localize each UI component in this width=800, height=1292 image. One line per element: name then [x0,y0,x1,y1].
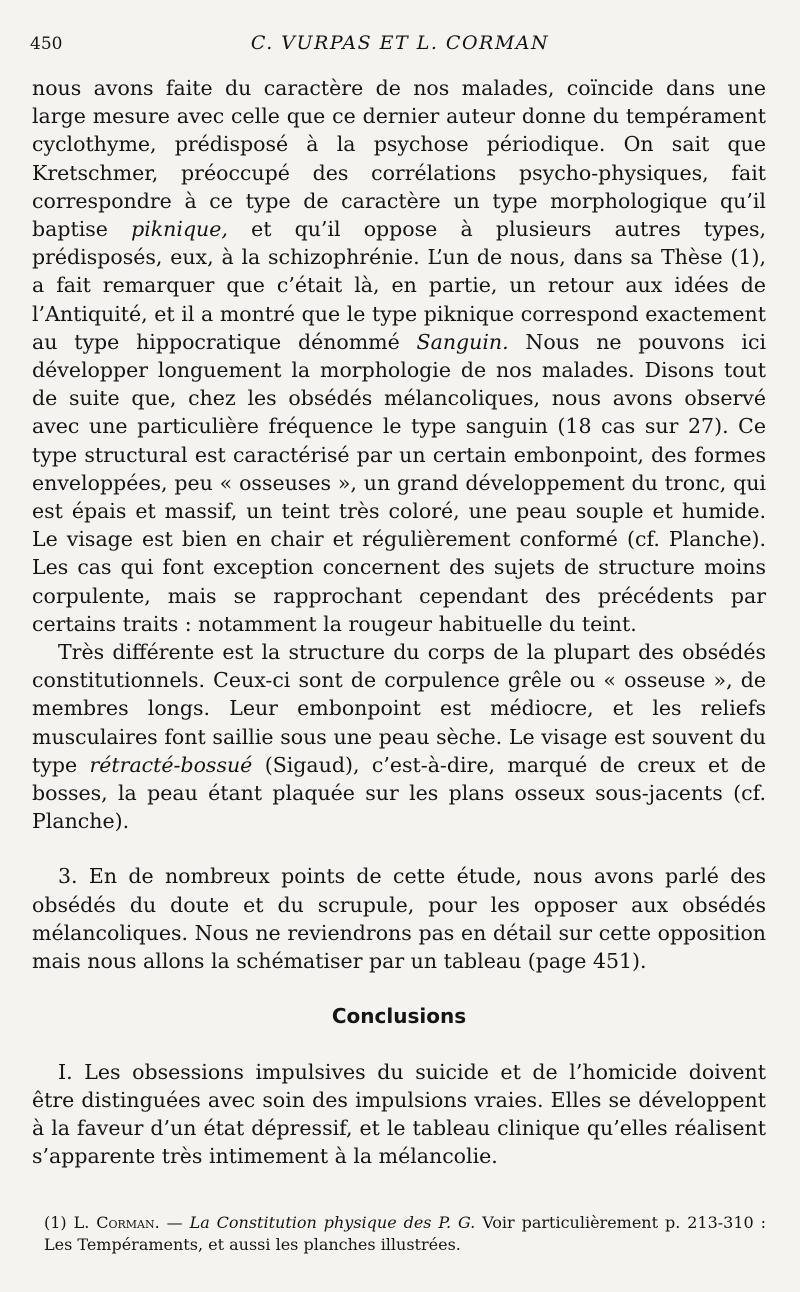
text-run: I. Les obsessions impulsives du suicide et de l’homicide doivent être distinguées avec soin des impulsions vraies. Elles se développent à la faveur d’un état dépressif, et le tableau clinique qu’elles réalisent s’apparente très intimement à la mélancolie. [32,1059,766,1169]
italic-term: rétracté-bossué [89,752,253,777]
body-text [32,74,766,1170]
text-run: Nous ne pouvons ici développer longuement la morphologie de nos malades. Disons tout de suite que, chez les obsédés mélancoliques, nous avons observé avec une particulière fréquence le type sanguin (18 cas sur 27). Ce type structural est caractérisé par un certain embonpoint, des formes enveloppées, peu « osseuses », un grand développement du tronc, qui est épais et massif, un teint très coloré, une peau souple et humide. Le visage est bien en chair et régulièrement conformé (cf. Planche). Les cas qui font exception concernent des sujets de structure moins corpulente, mais se rapprochant cependant des précédents par certains traits : notamment la rougeur habituelle du teint. [32,329,766,636]
italic-term: piknique, [131,217,228,242]
text-run: Très différente est la structure du corps de la plupart des obsédés constitutionnels. Ceux-ci sont de corpulence grêle ou « osseuse », de membres longs. Leur embonpoint est médiocre, et les reliefs musculaires font saillie sous une peau sèche. Le visage est souvent du type [32,640,766,777]
paragraph [32,862,766,975]
paragraph [32,74,766,638]
text-run: Voir particulièrement p. 213-310 : Les Tempéraments, et aussi les planches illustrées. [44,1213,767,1254]
section-gap [32,835,766,862]
author-name: Corman. [96,1213,160,1232]
page-number: 450 [30,34,63,54]
section-gap [32,975,766,1002]
text-run: (1) L. [44,1213,97,1232]
page-header [30,30,770,56]
text-run: — [159,1213,190,1232]
text-run: nous avons faite du caractère de nos malades, coïncide dans une large mesure avec celle que ce dernier auteur donne du tempérament cyclothyme, prédisposé à la psychose périodique. On sait que Kretschmer, préoccupé des corrélations psycho-physiques, fait correspondre à ce type de caractère un type morphologique qu’il baptise [32,76,766,242]
running-head: C. VURPAS ET L. CORMAN [250,32,550,54]
footnote [44,1212,766,1256]
section-gap [32,1031,766,1058]
paragraph [32,1058,766,1171]
book-title: La Constitution physique des P. G. [189,1213,476,1232]
paragraph [32,638,766,835]
text-run: 3. En de nombreux points de cette étude, nous avons parlé des obsédés du doute et du scrupule, pour les opposer aux obsédés mélancoliques. Nous ne reviendrons pas en détail sur cette opposition mais nous allons la schématiser par un tableau (page 451). [32,864,766,974]
section-heading: Conclusions [331,1004,467,1029]
text-run: (Sigaud), c’est-à-dire, marqué de creux et de bosses, la peau étant plaquée sur les plans osseux sous-jacents (cf. Planche). [32,752,766,834]
text-run: et qu’il oppose à plusieurs autres types, prédisposés, eux, à la schizophrénie. L’un de nous, dans sa Thèse (1), a fait remarquer que c’était là, en partie, un retour aux idées de l’Antiquité, et il a montré que le type piknique correspond exactement au type hippocratique dénommé [32,217,766,354]
italic-term: Sanguin. [416,329,509,354]
